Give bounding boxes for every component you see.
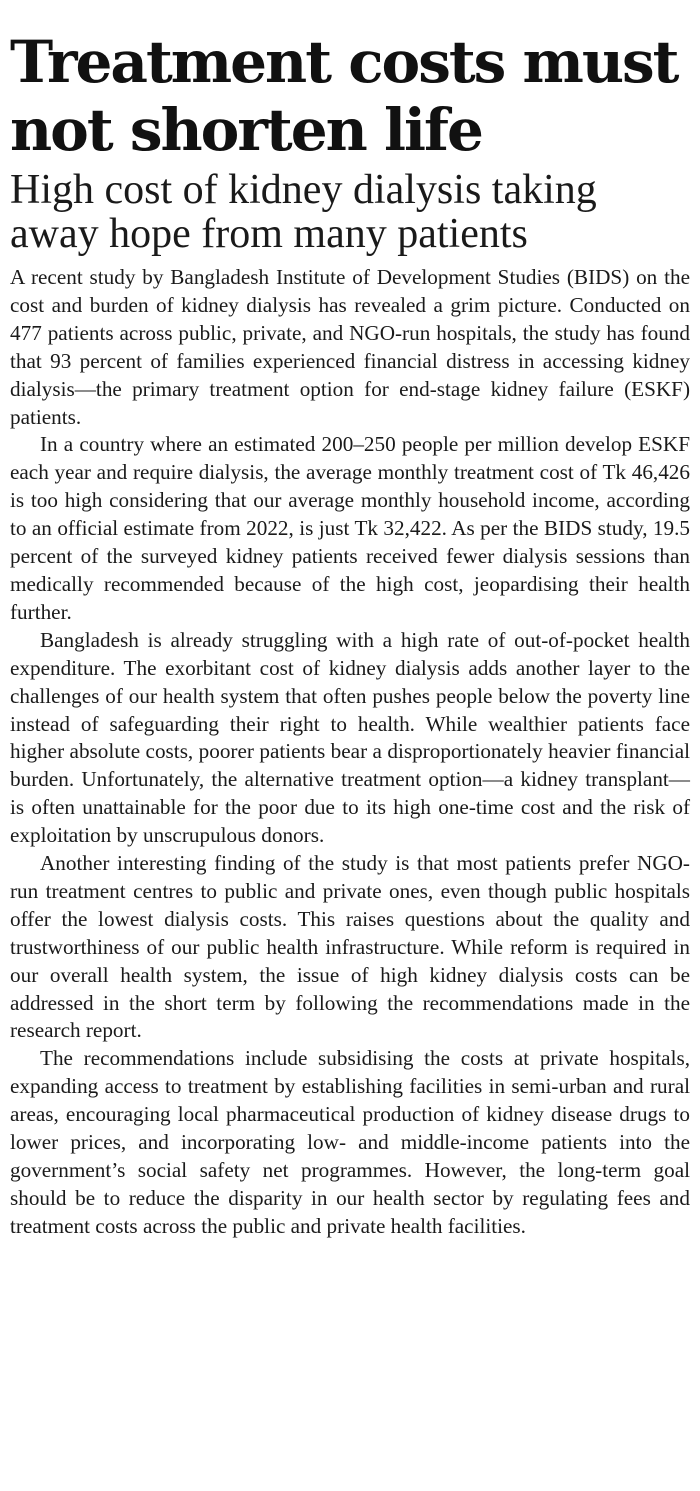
paragraph: Another interesting finding of the study is that most patients prefer NGO-run treatment centres to public and private ones, even though public hospitals offer the lowest dialysis costs. This raises questions about the quality and trustworthiness of our public health infrastructure. While reform is required in our overall health system, the issue of high kidney dialysis costs can be addressed in the short term by following the recommendations made in the research report. <box>10 851 690 1043</box>
paragraph: Bangladesh is already struggling with a high rate of out-of-pocket health expenditure. The exorbitant cost of kidney dialysis adds another layer to the challenges of our health system that often pushes people below the poverty line instead of safeguarding their right to health. While wealthier patients face higher absolute costs, poorer patients bear a disproportionately heavier financial burden. Unfortunately, the alternative treatment option—a kidney transplant—is often unattainable for the poor due to its high one-time cost and the risk of exploitation by unscrupulous donors. <box>10 627 690 848</box>
paragraph: A recent study by Bangladesh Institute of Development Studies (BIDS) on the cost and burden of kidney dialysis has revealed a grim picture. Conducted on 477 patients across public, private, and NGO-run hospitals, the study has found that 93 percent of families experienced financial distress in accessing kidney dialysis—the primary treatment option for end-stage kidney failure (ESKF) patients. <box>10 265 690 429</box>
paragraph: The recommendations include subsidising the costs at private hospitals, expanding access to treatment by establishing facilities in semi-urban and rural areas, encouraging local pharmaceutical production of kidney disease drugs to lower prices, and incorporating low- and middle-income patients into the government’s social safety net programmes. However, the long-term goal should be to reduce the disparity in our health sector by regulating fees and treatment costs across the public and private health facilities. <box>10 1046 690 1238</box>
headline: Treatment costs must not shorten life <box>10 28 678 164</box>
subheadline: High cost of kidney dialysis taking away hope from many patients <box>10 167 597 257</box>
article-body <box>10 264 690 1241</box>
paragraph: In a country where an estimated 200–250 people per million develop ESKF each year and require dialysis, the average monthly treatment cost of Tk 46,426 is too high considering that our average monthly household income, according to an official estimate from 2022, is just Tk 32,422. As per the BIDS study, 19.5 percent of the surveyed kidney patients received fewer dialysis sessions than medically recommended because of the high cost, jeopardising their health further. <box>10 432 690 624</box>
editorial-article <box>10 28 690 1241</box>
